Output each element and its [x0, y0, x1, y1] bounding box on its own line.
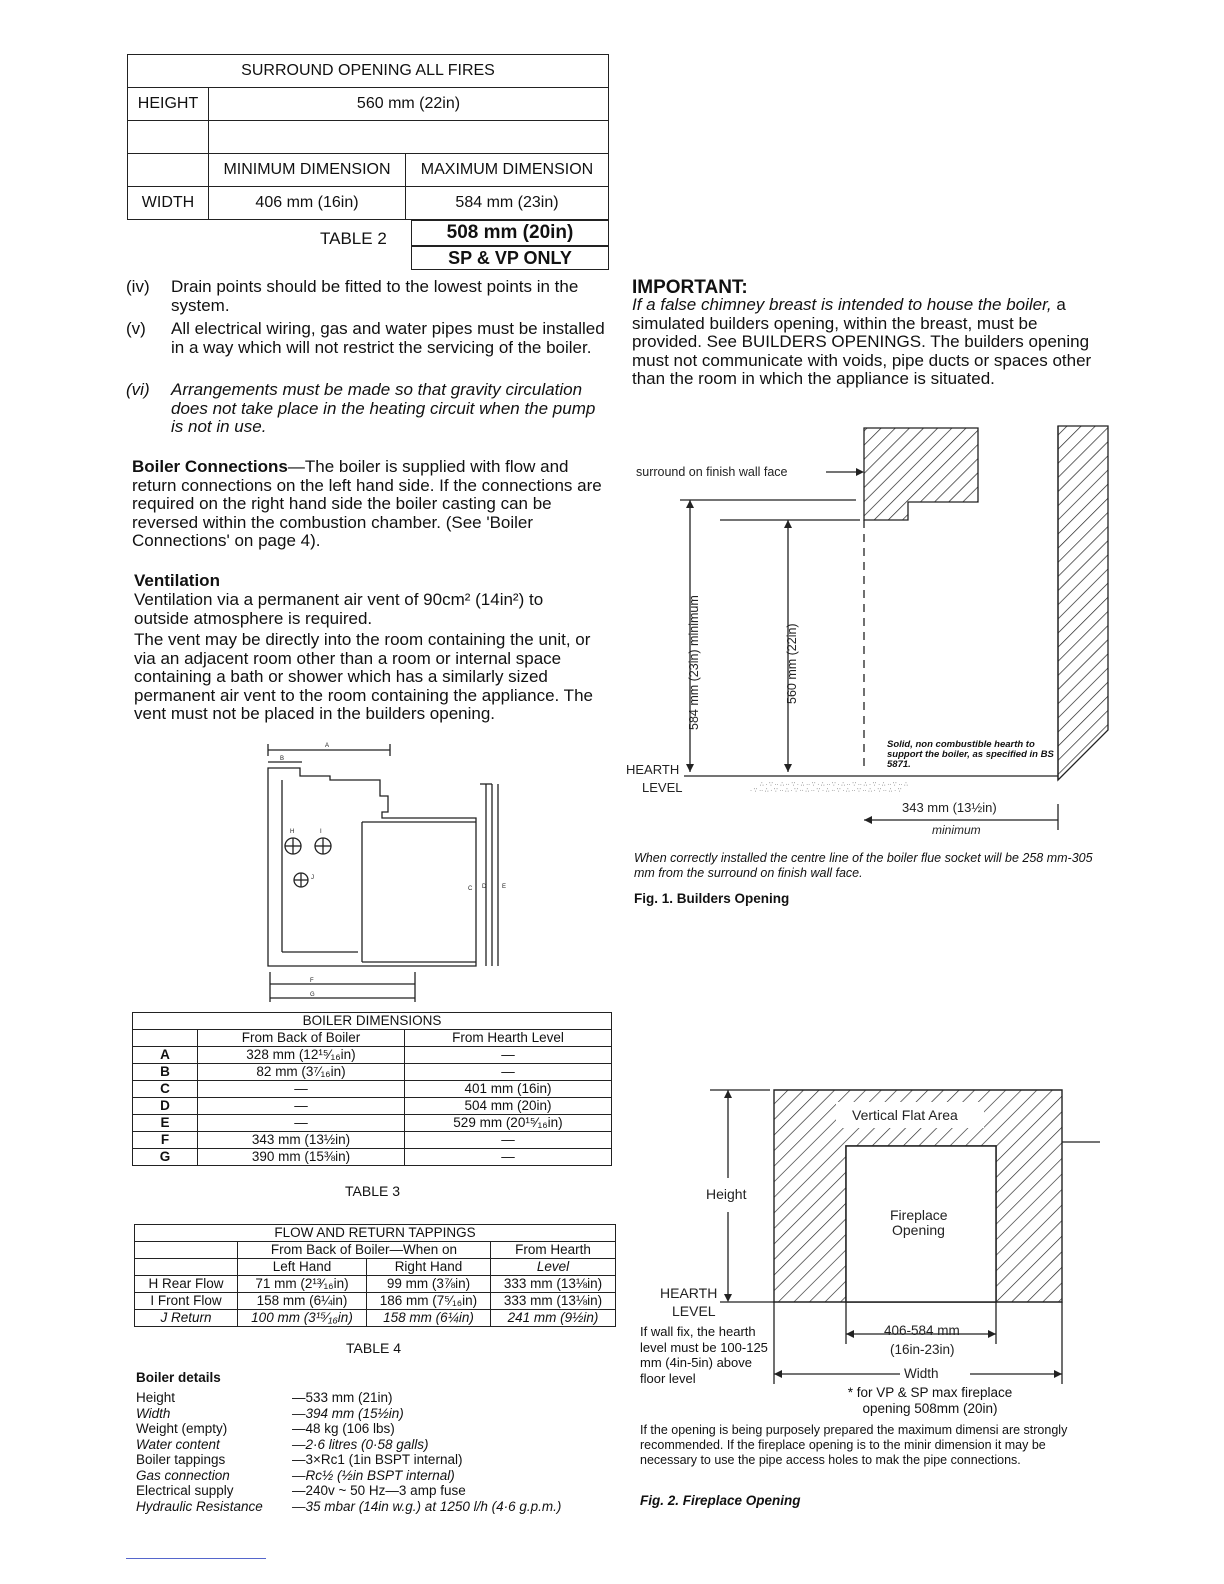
table3-hearth: 401 mm (16in) [405, 1081, 612, 1098]
table4-left: 71 mm (2¹³⁄₁₆in) [238, 1276, 367, 1293]
table2-title: SURROUND OPENING ALL FIRES [128, 55, 609, 88]
table3-caption: TABLE 3 [345, 1183, 400, 1199]
dim-584-label: 584 mm (23in) minimum [687, 595, 701, 730]
table4-level: 333 mm (13⅛in) [490, 1293, 615, 1310]
table3-key: C [133, 1081, 198, 1098]
table4-right: 158 mm (6¼in) [367, 1310, 491, 1327]
footer-rule [126, 1558, 266, 1559]
detail-label: Electrical supply [136, 1483, 234, 1499]
detail-value: —2·6 litres (0·58 galls) [292, 1436, 429, 1452]
table2-width-label: WIDTH [128, 187, 209, 220]
important-italic: If a false chimney breast is intended to house the boiler, [632, 295, 1052, 314]
detail-value: —48 kg (106 lbs) [292, 1421, 395, 1437]
opening-label: Opening [892, 1222, 945, 1238]
dim-343-label: 343 mm (13½in) [902, 800, 997, 815]
table3-back: — [198, 1115, 405, 1132]
boiler-connections-paragraph [132, 458, 612, 551]
list-number: (vi) [126, 380, 150, 399]
table4-col-level: Level [490, 1259, 615, 1276]
detail-label: Height [136, 1390, 176, 1405]
boiler-details-heading: Boiler details [136, 1370, 221, 1385]
table4-name: I Front Flow [135, 1293, 238, 1310]
dim-range-in-label: (16in-23in) [890, 1342, 955, 1357]
dim-label-e: E [502, 884, 507, 890]
table2-empty-cell [128, 121, 209, 154]
detail-value: —3×Rc1 (1in BSPT internal) [292, 1452, 463, 1468]
detail-value: —533 mm (21in) [292, 1390, 393, 1405]
detail-label: Weight (empty) [136, 1421, 228, 1437]
table2-height-value: 560 mm (22in) [209, 88, 609, 121]
table3-hearth: — [405, 1047, 612, 1064]
flow-return-tappings-table [134, 1224, 616, 1327]
table4-name: J Return [135, 1310, 238, 1327]
table4-col-right: Right Hand [367, 1259, 491, 1276]
table2-empty-cell [209, 121, 609, 154]
ventilation-heading: Ventilation [134, 571, 220, 590]
list-number: (iv) [126, 277, 150, 296]
table3-back: — [198, 1098, 405, 1115]
table2-caption: TABLE 2 [320, 229, 387, 248]
table2-empty-cell [128, 154, 209, 187]
fig1-title: Fig. 1. Builders Opening [634, 891, 790, 906]
table4-col-hearth: From Hearth [490, 1242, 615, 1259]
detail-value: —35 mbar (14in w.g.) at 1250 l/h (4·6 g.p.m.) [292, 1498, 562, 1514]
table3-key: F [133, 1132, 198, 1149]
table3-col-hearth: From Hearth Level [405, 1030, 612, 1047]
table2-width-min: 406 mm (16in) [209, 187, 406, 220]
level-label: LEVEL [672, 1303, 716, 1319]
detail-value: —394 mm (15½in) [292, 1405, 404, 1421]
table3-col-back: From Back of Boiler [198, 1030, 405, 1047]
table3-hearth: 504 mm (20in) [405, 1098, 612, 1115]
hearth-label: HEARTH [660, 1285, 718, 1301]
tapping-label-h: H [290, 829, 295, 835]
boiler-details-table [136, 1390, 561, 1514]
boiler-dimension-diagram [240, 740, 530, 1004]
table3-key: B [133, 1064, 198, 1081]
table3-back: 390 mm (15⅜in) [198, 1149, 405, 1166]
table3-hearth: — [405, 1149, 612, 1166]
table2-height-label: HEIGHT [128, 88, 209, 121]
vertical-flat-area-label: Vertical Flat Area [852, 1107, 958, 1123]
svg-text:∴ · ∵ ·· ∴ ·· ∵ · ∴ ·· ∵ · ∴ ·: ∴ · ∵ ·· ∴ ·· ∵ · ∴ ·· ∵ · ∴ ·· ∵ · ∴ ·· ∵ ·· ∴ · ∵ · ∴ ·· ∵ ·· ∴ [760, 782, 908, 788]
boiler-dimensions-table [132, 1012, 612, 1166]
table2-min-label: MINIMUM DIMENSION [209, 154, 406, 187]
table2-width-max: 584 mm (23in) [406, 187, 609, 220]
minimum-label: minimum [932, 823, 981, 837]
table3-back: 328 mm (12¹⁵⁄₁₆in) [198, 1047, 405, 1064]
detail-label: Hydraulic Resistance [136, 1498, 263, 1514]
detail-value: —240v ~ 50 Hz—3 amp fuse [292, 1483, 466, 1499]
fig2-caption: If the opening is being purposely prepared the maximum dimensi are strongly recommended. If the fireplace opening is to the minir dimension it may be necessary to use the pipe access holes to mak the pipe connections. [640, 1423, 1068, 1467]
table4-right: 186 mm (7⁵⁄₁₆in) [367, 1293, 491, 1310]
ventilation-p2: The vent may be directly into the room containing the unit, or via an adjacent room other than a room or internal space containing a bath or shower which has a similarly sized permanent air vent to the room containing the appliance. The vent must not be placed in the builders opening. [134, 630, 593, 723]
dim-range-label: 406-584 mm [884, 1323, 960, 1338]
table3-hearth: 529 mm (20¹⁵⁄₁₆in) [405, 1115, 612, 1132]
fireplace-label: Fireplace [890, 1207, 948, 1223]
svg-text:· ∵ ·· ∴ · ∵ ·· ∴ · ∵ ·· ∴ ··: · ∵ ·· ∴ · ∵ ·· ∴ · ∵ ·· ∴ ·· ∵ · ∴ ·· ∵ · ∴ ·· ∵ ·· ∴ · ∵ ·· ∴ · ∵ [750, 788, 902, 794]
table4-col-left: Left Hand [238, 1259, 367, 1276]
dim-label-d: D [482, 884, 487, 890]
fig2-title: Fig. 2. Fireplace Opening [640, 1493, 801, 1508]
dim-label-c: C [468, 886, 473, 892]
table4-caption: TABLE 4 [346, 1340, 401, 1356]
detail-label: Gas connection [136, 1467, 230, 1483]
boiler-connections-text: —The boiler is supplied with flow and return connections on the left hand side. If the connections are required on the right hand side the boiler casting can be reversed within the combustion chamber. (See 'Boiler Connections' on page 4). [132, 457, 602, 550]
table4-level: 241 mm (9½in) [490, 1310, 615, 1327]
table4-group: From Back of Boiler—When on [238, 1242, 491, 1259]
table3-hearth: — [405, 1064, 612, 1081]
surround-label: surround on finish wall face [636, 465, 788, 479]
ventilation-p1: Ventilation via a permanent air vent of 90cm² (14in²) to outside atmosphere is required. [134, 590, 544, 628]
dim-label-f: F [310, 978, 314, 984]
detail-label: Width [136, 1405, 171, 1421]
important-heading: IMPORTANT: [632, 277, 748, 298]
wall-fix-note: If wall fix, the hearth level must be 100-125 mm (4in-5in) above floor level [640, 1324, 768, 1386]
surround-opening-table [127, 54, 609, 220]
table3-title: BOILER DIMENSIONS [133, 1013, 612, 1030]
height-label: Height [706, 1186, 747, 1202]
tapping-label-j: J [311, 875, 314, 881]
table4-empty-cell [135, 1259, 238, 1276]
level-label: LEVEL [642, 780, 683, 795]
table3-hearth: — [405, 1132, 612, 1149]
dim-label-g: G [310, 992, 315, 998]
table3-back: 343 mm (13½in) [198, 1132, 405, 1149]
list-number: (v) [126, 319, 146, 338]
table3-back: — [198, 1081, 405, 1098]
builders-opening-diagram [620, 420, 1120, 840]
table4-name: H Rear Flow [135, 1276, 238, 1293]
dim-560-label: 560 mm (22in) [785, 623, 799, 704]
table4-right: 99 mm (3⅞in) [367, 1276, 491, 1293]
tapping-label-i: I [320, 829, 322, 835]
hearth-label: HEARTH [626, 762, 680, 777]
solid-hearth-note: Solid, non combustible hearth to support the boiler, as specified in BS 5871. [887, 739, 1054, 770]
table4-left: 158 mm (6¼in) [238, 1293, 367, 1310]
table4-empty-cell [135, 1242, 238, 1259]
table3-key: D [133, 1098, 198, 1115]
list-text: Drain points should be fitted to the lowest points in the system. [171, 277, 579, 315]
dim-label-b: B [280, 756, 285, 762]
table4-left: 100 mm (3¹⁵⁄₁₆in) [238, 1310, 367, 1327]
important-paragraph [632, 296, 1112, 389]
table2-sp-note: SP & VP ONLY [411, 246, 609, 270]
table3-key: E [133, 1115, 198, 1132]
table3-empty-cell [133, 1030, 198, 1047]
detail-label: Water content [136, 1436, 220, 1452]
width-label: Width [904, 1366, 939, 1381]
detail-label: Boiler tappings [136, 1452, 226, 1468]
table4-level: 333 mm (13⅛in) [490, 1276, 615, 1293]
table4-title: FLOW AND RETURN TAPPINGS [135, 1225, 616, 1242]
list-text: All electrical wiring, gas and water pipes must be installed in a way which will not restrict the servicing of the boiler. [171, 319, 605, 357]
important-text: a simulated builders opening, within the breast, must be provided. See BUILDERS OPENINGS. The builders opening must not communicate with voids, pipe ducts or spaces other than the room in which the appliance is situated. [632, 295, 1092, 388]
table3-key: G [133, 1149, 198, 1166]
table3-key: A [133, 1047, 198, 1064]
table2-sp-value: 508 mm (20in) [411, 220, 609, 246]
boiler-connections-heading: Boiler Connections [132, 457, 288, 476]
fig1-caption: When correctly installed the centre line of the boiler flue socket will be 258 mm-305 mm from the surround on finish wall face. [634, 851, 1093, 880]
table3-back: 82 mm (3⁷⁄₁₆in) [198, 1064, 405, 1081]
table2-max-label: MAXIMUM DIMENSION [406, 154, 609, 187]
vp-sp-note: * for VP & SP max fireplace opening 508mm (20in) [847, 1385, 1013, 1416]
list-text: Arrangements must be made so that gravity circulation does not take place in the heating circuit when the pump is not in use. [171, 380, 596, 436]
detail-value: —Rc½ (½in BSPT internal) [292, 1467, 455, 1483]
dim-label-a: A [325, 743, 330, 749]
